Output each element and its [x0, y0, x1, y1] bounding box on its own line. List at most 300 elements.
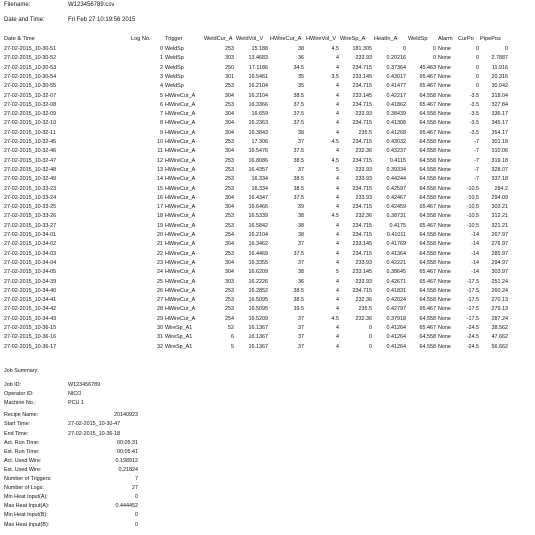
cell-cur-pos[interactable]: -14 — [471, 259, 479, 266]
cell-pipe-pos[interactable]: 276.97 — [491, 241, 508, 248]
column-header-date-time[interactable]: Date & Time — [4, 36, 35, 42]
cell-log-no[interactable]: 10 — [157, 139, 163, 145]
cell-date-time[interactable]: 27-02-2015_10-34-05 — [4, 269, 57, 276]
cell-wire-speed[interactable]: 233.93 — [355, 111, 372, 118]
cell-weld-speed[interactable]: 64.558 — [419, 194, 436, 201]
cell-heat-input[interactable]: 0.4115 — [389, 157, 406, 164]
cell-log-no[interactable]: 31 — [157, 334, 163, 341]
cell-weld-current[interactable]: 304 — [225, 111, 234, 118]
cell-date-time[interactable]: 27-02-2015_10-34-03 — [4, 250, 57, 257]
cell-cur-pos[interactable]: -3.5 — [469, 101, 479, 108]
cell-alarm[interactable]: None — [438, 194, 451, 201]
cell-pipe-pos[interactable]: 267.97 — [491, 232, 508, 238]
cell-wire-speed[interactable]: 233.93 — [355, 194, 372, 201]
cell-heat-input[interactable]: 0.42597 — [386, 185, 406, 192]
column-header-weld-speed[interactable]: WeldSp — [408, 36, 428, 42]
cell-weld-voltage[interactable]: 16.6466 — [248, 204, 268, 211]
cell-trigger[interactable]: HWireCur_A — [165, 185, 196, 192]
cell-wire-speed[interactable]: 233.93 — [355, 166, 372, 173]
summary-value[interactable]: 7 — [135, 476, 138, 482]
cell-log-no[interactable]: 32 — [157, 343, 163, 350]
cell-log-no[interactable]: 27 — [157, 297, 163, 304]
cell-trigger[interactable]: HWireCur_A — [165, 166, 196, 173]
cell-hwire-current[interactable]: 37.5 — [293, 148, 304, 155]
cell-weld-voltage[interactable]: 16.1367 — [248, 325, 268, 331]
cell-log-no[interactable]: 14 — [157, 176, 163, 183]
cell-cur-pos[interactable]: -14 — [471, 250, 479, 257]
cell-hwire-current[interactable]: 38.5 — [293, 287, 304, 294]
cell-pipe-pos[interactable]: 11.916 — [491, 64, 508, 71]
cell-alarm[interactable]: None — [438, 297, 451, 304]
cell-weld-speed[interactable]: 45.463 — [419, 64, 436, 71]
cell-hwire-voltage[interactable]: 4 — [336, 250, 339, 257]
cell-hwire-voltage[interactable]: 4 — [336, 306, 339, 313]
cell-weld-voltage[interactable]: 16.5842 — [248, 222, 268, 229]
cell-cur-pos[interactable]: 0 — [476, 55, 479, 62]
cell-alarm[interactable]: None — [438, 46, 451, 52]
cell-weld-voltage[interactable]: 16.3462 — [248, 241, 268, 248]
cell-hwire-voltage[interactable]: 4 — [336, 204, 339, 211]
cell-date-time[interactable]: 27-02-2015_10-33-26 — [4, 213, 57, 220]
cell-alarm[interactable]: None — [438, 101, 451, 108]
cell-alarm[interactable]: None — [438, 343, 451, 350]
cell-pipe-pos[interactable]: 345.17 — [491, 120, 508, 127]
cell-date-time[interactable]: 27-02-2015_10-34-02 — [4, 241, 57, 248]
cell-hwire-current[interactable]: 38 — [298, 46, 304, 52]
cell-alarm[interactable]: None — [438, 315, 451, 322]
cell-wire-speed[interactable]: 233.93 — [355, 278, 372, 285]
column-header-pipe-pos[interactable]: PipePos — [480, 36, 501, 42]
cell-hwire-current[interactable]: 37 — [298, 166, 304, 173]
cell-heat-input[interactable]: 0.41268 — [386, 129, 406, 136]
cell-weld-current[interactable]: 303 — [225, 278, 234, 285]
cell-hwire-current[interactable]: 37 — [298, 315, 304, 322]
cell-weld-speed[interactable]: 64.558 — [419, 92, 436, 99]
cell-weld-voltage[interactable]: 16.1367 — [248, 334, 268, 341]
cell-trigger[interactable]: HWireCur_A — [165, 222, 196, 229]
filename-value[interactable]: W123456789.csv — [68, 2, 115, 8]
cell-log-no[interactable]: 15 — [157, 185, 163, 192]
cell-hwire-voltage[interactable]: 4 — [336, 194, 339, 201]
cell-heat-input[interactable]: 0.43032 — [386, 139, 406, 145]
cell-alarm[interactable]: None — [438, 278, 451, 285]
cell-hwire-current[interactable]: 35 — [298, 73, 304, 80]
cell-weld-voltage[interactable]: 16.2226 — [248, 278, 268, 285]
cell-wire-speed[interactable]: 233.93 — [355, 259, 372, 266]
cell-heat-input[interactable]: 0.41264 — [386, 343, 406, 350]
cell-wire-speed[interactable]: 232.36 — [355, 297, 372, 304]
cell-weld-current[interactable]: 303 — [225, 55, 234, 62]
cell-hwire-voltage[interactable]: 4 — [336, 176, 339, 183]
cell-weld-speed[interactable]: 64.558 — [419, 139, 436, 145]
cell-cur-pos[interactable]: -14 — [471, 232, 479, 238]
column-header-heat-input[interactable]: HeatIn_A — [374, 36, 398, 42]
cell-trigger[interactable]: HWireCur_A — [165, 306, 196, 313]
cell-date-time[interactable]: 27-02-2015_10-32-08 — [4, 101, 57, 108]
cell-pipe-pos[interactable]: 2.7887 — [491, 55, 508, 62]
cell-alarm[interactable]: None — [438, 83, 451, 90]
cell-heat-input[interactable]: 0.44244 — [386, 176, 406, 183]
cell-wire-speed[interactable]: 234.715 — [352, 222, 372, 229]
cell-weld-speed[interactable]: 64.558 — [419, 148, 436, 155]
cell-weld-current[interactable]: 253 — [225, 250, 234, 257]
cell-heat-input[interactable]: 0.42221 — [386, 259, 406, 266]
cell-heat-input[interactable]: 0.41308 — [386, 120, 406, 127]
cell-trigger[interactable]: HWireCur_A — [165, 111, 196, 118]
cell-hwire-current[interactable]: 36 — [298, 55, 304, 62]
cell-alarm[interactable]: None — [438, 139, 451, 145]
cell-trigger[interactable]: WireSp_A1 — [165, 334, 193, 341]
cell-weld-current[interactable]: 253 — [225, 297, 234, 304]
cell-weld-voltage[interactable]: 16.5461 — [248, 73, 268, 80]
cell-trigger[interactable]: HWireCur_A — [165, 278, 196, 285]
cell-date-time[interactable]: 27-02-2015_10-30-52 — [4, 55, 57, 62]
cell-cur-pos[interactable]: -10.5 — [466, 213, 479, 220]
cell-wire-speed[interactable]: 0 — [369, 325, 372, 331]
cell-wire-speed[interactable]: 233.145 — [352, 269, 372, 276]
cell-hwire-voltage[interactable]: 4 — [336, 148, 339, 155]
cell-hwire-voltage[interactable]: 5 — [336, 269, 339, 276]
summary-value[interactable]: 20140923 — [114, 412, 138, 419]
cell-hwire-current[interactable]: 37 — [298, 325, 304, 331]
cell-trigger[interactable]: HWireCur_A — [165, 157, 196, 164]
cell-alarm[interactable]: None — [438, 111, 451, 118]
cell-cur-pos[interactable]: -24.5 — [466, 334, 479, 341]
cell-weld-speed[interactable]: 64.558 — [419, 232, 436, 238]
cell-hwire-current[interactable]: 37.5 — [293, 250, 304, 257]
cell-weld-speed[interactable]: 64.558 — [419, 334, 436, 341]
cell-log-no[interactable]: 23 — [157, 259, 163, 266]
cell-weld-voltage[interactable]: 17.1186 — [248, 64, 268, 71]
cell-log-no[interactable]: 21 — [157, 241, 163, 248]
cell-weld-current[interactable]: 253 — [225, 222, 234, 229]
cell-weld-speed[interactable]: 65.467 — [419, 204, 436, 211]
cell-hwire-voltage[interactable]: 4 — [336, 222, 339, 229]
cell-weld-current[interactable]: 253 — [225, 213, 234, 220]
cell-log-no[interactable]: 1 — [160, 55, 163, 62]
cell-trigger[interactable]: HWireCur_A — [165, 259, 196, 266]
cell-weld-voltage[interactable]: 16.3355 — [248, 259, 268, 266]
column-header-trigger[interactable]: Trigger — [165, 36, 183, 42]
cell-weld-current[interactable]: 253 — [225, 287, 234, 294]
cell-weld-voltage[interactable]: 16.2104 — [248, 232, 268, 238]
cell-hwire-voltage[interactable]: 4.5 — [331, 157, 339, 164]
cell-pipe-pos[interactable]: 337.18 — [491, 176, 508, 183]
cell-weld-voltage[interactable]: 16.334 — [251, 185, 268, 192]
summary-value[interactable]: 27-02-2015_10-30-47 — [68, 421, 121, 428]
cell-date-time[interactable]: 27-02-2015_10-32-47 — [4, 157, 57, 164]
cell-cur-pos[interactable]: -3.5 — [469, 129, 479, 136]
cell-pipe-pos[interactable]: 294.09 — [491, 194, 508, 201]
cell-weld-voltage[interactable]: 15.188 — [251, 46, 268, 52]
cell-weld-voltage[interactable]: 16.2104 — [248, 92, 268, 99]
cell-trigger[interactable]: HWireCur_A — [165, 315, 196, 322]
cell-weld-current[interactable]: 304 — [225, 204, 234, 211]
cell-date-time[interactable]: 27-02-2015_10-32-10 — [4, 120, 57, 127]
cell-alarm[interactable]: None — [438, 222, 451, 229]
cell-weld-voltage[interactable]: 16.659 — [251, 111, 268, 118]
cell-hwire-voltage[interactable]: 4 — [336, 259, 339, 266]
cell-pipe-pos[interactable]: 47.662 — [491, 334, 508, 341]
cell-pipe-pos[interactable]: 301.18 — [491, 139, 508, 145]
cell-alarm[interactable]: None — [438, 334, 451, 341]
cell-weld-current[interactable]: 301 — [225, 73, 234, 80]
cell-weld-voltage[interactable]: 16.334 — [251, 176, 268, 183]
cell-log-no[interactable]: 28 — [157, 306, 163, 313]
cell-weld-speed[interactable]: 64.558 — [419, 166, 436, 173]
cell-weld-speed[interactable]: 65.467 — [419, 83, 436, 90]
cell-alarm[interactable]: None — [438, 55, 451, 62]
cell-heat-input[interactable]: 0.42024 — [386, 297, 406, 304]
cell-pipe-pos[interactable]: 336.17 — [491, 111, 508, 118]
cell-date-time[interactable]: 27-02-2015_10-30-53 — [4, 64, 57, 71]
cell-date-time[interactable]: 27-02-2015_10-32-48 — [4, 166, 57, 173]
cell-weld-speed[interactable]: 64.558 — [419, 297, 436, 304]
cell-wire-speed[interactable]: 234.715 — [352, 232, 372, 238]
cell-heat-input[interactable]: 0.41364 — [386, 250, 406, 257]
cell-weld-voltage[interactable]: 16.5476 — [248, 148, 268, 155]
cell-trigger[interactable]: WeldSp — [165, 55, 184, 62]
cell-trigger[interactable]: WeldSp — [165, 83, 184, 90]
cell-heat-input[interactable]: 0.41862 — [386, 101, 406, 108]
column-header-hwire-voltage[interactable]: HWireVol_V — [306, 36, 337, 42]
cell-weld-current[interactable]: 253 — [225, 157, 234, 164]
cell-weld-current[interactable]: 253 — [225, 46, 234, 52]
cell-weld-voltage[interactable]: 16.4347 — [248, 194, 268, 201]
cell-hwire-voltage[interactable]: 4.5 — [331, 46, 339, 52]
cell-trigger[interactable]: WeldSp — [165, 64, 184, 71]
cell-hwire-voltage[interactable]: 4 — [336, 55, 339, 62]
cell-cur-pos[interactable]: 0 — [476, 46, 479, 52]
cell-log-no[interactable]: 8 — [160, 120, 163, 127]
cell-hwire-current[interactable]: 39 — [298, 204, 304, 211]
cell-date-time[interactable]: 27-02-2015_10-32-49 — [4, 176, 57, 183]
cell-weld-current[interactable]: 304 — [225, 129, 234, 136]
cell-hwire-current[interactable]: 38 — [298, 269, 304, 276]
cell-weld-current[interactable]: 250 — [225, 64, 234, 71]
cell-wire-speed[interactable]: 234.715 — [352, 64, 372, 71]
summary-value[interactable]: PCU 1 — [68, 400, 84, 407]
cell-date-time[interactable]: 27-02-2015_10-32-46 — [4, 148, 57, 155]
cell-weld-speed[interactable]: 65.467 — [419, 306, 436, 313]
cell-heat-input[interactable]: 0.37918 — [386, 315, 406, 322]
cell-cur-pos[interactable]: -14 — [471, 241, 479, 248]
cell-weld-speed[interactable]: 64.558 — [419, 315, 436, 322]
cell-alarm[interactable]: None — [438, 148, 451, 155]
cell-weld-voltage[interactable]: 16.6209 — [248, 269, 268, 276]
cell-alarm[interactable]: None — [438, 269, 451, 276]
cell-hwire-voltage[interactable]: 4 — [336, 278, 339, 285]
cell-trigger[interactable]: HWireCur_A — [165, 92, 196, 99]
column-header-weld-current[interactable]: WeldCur_A — [204, 36, 233, 42]
cell-hwire-current[interactable]: 35 — [298, 83, 304, 90]
cell-trigger[interactable]: HWireCur_A — [165, 204, 196, 211]
cell-weld-current[interactable]: 304 — [225, 120, 234, 127]
cell-alarm[interactable]: None — [438, 157, 451, 164]
summary-value[interactable]: 0.21824 — [118, 466, 138, 473]
cell-weld-voltage[interactable]: 16.5209 — [248, 315, 268, 322]
cell-pipe-pos[interactable]: 30.042 — [491, 83, 508, 90]
cell-hwire-voltage[interactable]: 4 — [336, 241, 339, 248]
cell-weld-current[interactable]: 304 — [225, 148, 234, 155]
cell-weld-speed[interactable]: 65.467 — [419, 269, 436, 276]
cell-alarm[interactable]: None — [438, 241, 451, 248]
cell-alarm[interactable]: None — [438, 213, 451, 220]
cell-pipe-pos[interactable]: 354.17 — [491, 129, 508, 136]
cell-weld-current[interactable]: 253 — [225, 166, 234, 173]
cell-log-no[interactable]: 17 — [157, 204, 163, 211]
cell-date-time[interactable]: 27-02-2015_10-33-27 — [4, 222, 57, 229]
cell-hwire-voltage[interactable]: 4 — [336, 343, 339, 350]
cell-cur-pos[interactable]: -10.5 — [466, 222, 479, 229]
cell-trigger[interactable]: WeldSp — [165, 46, 184, 52]
column-header-log-no[interactable]: Log No. — [131, 36, 151, 42]
cell-date-time[interactable]: 27-02-2015_10-32-11 — [4, 129, 56, 136]
cell-weld-current[interactable]: 304 — [225, 241, 234, 248]
cell-date-time[interactable]: 27-02-2015_10-34-40 — [4, 287, 57, 294]
cell-log-no[interactable]: 12 — [157, 157, 163, 164]
cell-cur-pos[interactable]: -3.5 — [469, 92, 479, 99]
cell-log-no[interactable]: 16 — [157, 194, 163, 201]
cell-hwire-current[interactable]: 37.5 — [293, 111, 304, 118]
cell-cur-pos[interactable]: -7 — [474, 166, 479, 173]
cell-pipe-pos[interactable]: 312.21 — [491, 213, 508, 220]
cell-log-no[interactable]: 29 — [157, 315, 163, 322]
cell-date-time[interactable]: 27-02-2015_10-30-54 — [4, 73, 57, 80]
cell-log-no[interactable]: 7 — [160, 111, 163, 118]
cell-heat-input[interactable]: 0.4175 — [389, 222, 406, 229]
cell-wire-speed[interactable]: 232.36 — [355, 315, 372, 322]
cell-hwire-voltage[interactable]: 4 — [336, 232, 339, 238]
cell-weld-voltage[interactable]: 16.3843 — [248, 129, 268, 136]
cell-weld-voltage[interactable]: 16.2104 — [248, 83, 268, 90]
cell-date-time[interactable]: 27-02-2015_10-34-39 — [4, 278, 57, 285]
cell-pipe-pos[interactable]: 260.24 — [491, 287, 508, 294]
cell-log-no[interactable]: 6 — [160, 101, 163, 108]
cell-log-no[interactable]: 9 — [160, 129, 163, 136]
cell-hwire-voltage[interactable]: 4.5 — [331, 139, 339, 145]
cell-weld-speed[interactable]: 64.558 — [419, 250, 436, 257]
cell-weld-speed[interactable]: 64.558 — [419, 157, 436, 164]
cell-trigger[interactable]: HWireCur_A — [165, 269, 196, 276]
cell-weld-current[interactable]: 253 — [225, 176, 234, 183]
summary-value[interactable]: 0 — [135, 494, 138, 501]
cell-date-time[interactable]: 27-02-2015_10-36-17 — [4, 343, 57, 350]
cell-hwire-current[interactable]: 34.5 — [293, 64, 304, 71]
cell-hwire-current[interactable]: 37.5 — [293, 120, 304, 127]
cell-trigger[interactable]: HWireCur_A — [165, 287, 196, 294]
cell-wire-speed[interactable]: 233.93 — [355, 176, 372, 183]
cell-trigger[interactable]: HWireCur_A — [165, 250, 196, 257]
cell-pipe-pos[interactable]: 318.04 — [491, 92, 508, 99]
cell-trigger[interactable]: HWireCur_A — [165, 194, 196, 201]
cell-alarm[interactable]: None — [438, 287, 451, 294]
cell-weld-current[interactable]: 304 — [225, 92, 234, 99]
cell-weld-speed[interactable]: 64.558 — [419, 343, 436, 350]
cell-wire-speed[interactable]: 234.715 — [352, 250, 372, 257]
cell-cur-pos[interactable]: -10.5 — [466, 185, 479, 192]
cell-trigger[interactable]: HWireCur_A — [165, 241, 196, 248]
cell-hwire-voltage[interactable]: 4 — [336, 92, 339, 99]
cell-pipe-pos[interactable]: 38.562 — [491, 325, 508, 331]
cell-weld-current[interactable]: 304 — [225, 259, 234, 266]
cell-hwire-current[interactable]: 37 — [298, 139, 304, 145]
cell-date-time[interactable]: 27-02-2015_10-34-41 — [4, 297, 57, 304]
cell-wire-speed[interactable]: 0 — [369, 343, 372, 350]
cell-wire-speed[interactable]: 233.93 — [355, 55, 372, 62]
cell-heat-input[interactable]: 0.39334 — [386, 166, 406, 173]
cell-cur-pos[interactable]: -10.5 — [466, 194, 479, 201]
cell-wire-speed[interactable]: 235.5 — [358, 129, 372, 136]
cell-weld-speed[interactable]: 65.467 — [419, 129, 436, 136]
cell-wire-speed[interactable]: 0 — [369, 334, 372, 341]
cell-heat-input[interactable]: 0.43237 — [386, 148, 406, 155]
cell-wire-speed[interactable]: 234.715 — [352, 157, 372, 164]
summary-value[interactable]: 27 — [132, 485, 138, 492]
cell-weld-speed[interactable]: 64.558 — [419, 185, 436, 192]
summary-value[interactable]: 0.198912 — [115, 457, 138, 464]
cell-wire-speed[interactable]: 232.36 — [355, 148, 372, 155]
cell-alarm[interactable]: None — [438, 185, 451, 192]
cell-trigger[interactable]: HWireCur_A — [165, 176, 196, 183]
cell-weld-voltage[interactable]: 16.5095 — [248, 306, 268, 313]
cell-weld-voltage[interactable]: 17.306 — [251, 139, 268, 145]
cell-hwire-voltage[interactable]: 4 — [336, 111, 339, 118]
cell-date-time[interactable]: 27-02-2015_10-33-24 — [4, 194, 57, 201]
cell-hwire-voltage[interactable]: 5 — [336, 166, 339, 173]
cell-date-time[interactable]: 27-02-2015_10-32-09 — [4, 111, 57, 118]
cell-heat-input[interactable]: 0.41011 — [386, 232, 406, 238]
cell-alarm[interactable]: None — [438, 250, 451, 257]
cell-cur-pos[interactable]: -17.5 — [466, 287, 479, 294]
cell-weld-current[interactable]: 253 — [225, 139, 234, 145]
cell-hwire-voltage[interactable]: 4 — [336, 83, 339, 90]
cell-weld-voltage[interactable]: 16.5095 — [248, 297, 268, 304]
cell-heat-input[interactable]: 0.41477 — [386, 83, 406, 90]
column-header-hwire-current[interactable]: HWireCur_A — [270, 36, 302, 42]
cell-log-no[interactable]: 20 — [157, 232, 163, 238]
cell-weld-speed[interactable]: 65.467 — [419, 73, 436, 80]
cell-weld-current[interactable]: 52 — [228, 325, 234, 331]
cell-date-time[interactable]: 27-02-2015_10-32-45 — [4, 139, 57, 145]
cell-cur-pos[interactable]: -10.5 — [466, 204, 479, 211]
cell-wire-speed[interactable]: 234.715 — [352, 139, 372, 145]
cell-hwire-voltage[interactable]: 4 — [336, 287, 339, 294]
cell-alarm[interactable]: None — [438, 259, 451, 266]
cell-pipe-pos[interactable]: 303.21 — [491, 204, 508, 211]
cell-weld-current[interactable]: 304 — [225, 194, 234, 201]
cell-cur-pos[interactable]: -17.5 — [466, 315, 479, 322]
cell-weld-speed[interactable]: 65.467 — [419, 325, 436, 331]
cell-pipe-pos[interactable]: 328.07 — [491, 166, 508, 173]
column-header-alarm[interactable]: Alarm — [438, 36, 453, 42]
cell-hwire-current[interactable]: 38 — [298, 129, 304, 136]
cell-alarm[interactable]: None — [438, 64, 451, 71]
cell-trigger[interactable]: HWireCur_A — [165, 139, 196, 145]
cell-log-no[interactable]: 0 — [160, 46, 163, 52]
cell-cur-pos[interactable]: -7 — [474, 157, 479, 164]
cell-log-no[interactable]: 5 — [160, 92, 163, 99]
cell-hwire-current[interactable]: 38 — [298, 213, 304, 220]
cell-cur-pos[interactable]: -17.5 — [466, 306, 479, 313]
cell-weld-current[interactable]: 253 — [225, 83, 234, 90]
cell-alarm[interactable]: None — [438, 120, 451, 127]
cell-weld-speed[interactable]: 0 — [433, 46, 436, 52]
cell-cur-pos[interactable]: 0 — [476, 83, 479, 90]
summary-value[interactable]: 0 — [135, 512, 138, 519]
cell-weld-current[interactable]: 254 — [225, 232, 234, 238]
cell-hwire-current[interactable]: 36 — [298, 278, 304, 285]
